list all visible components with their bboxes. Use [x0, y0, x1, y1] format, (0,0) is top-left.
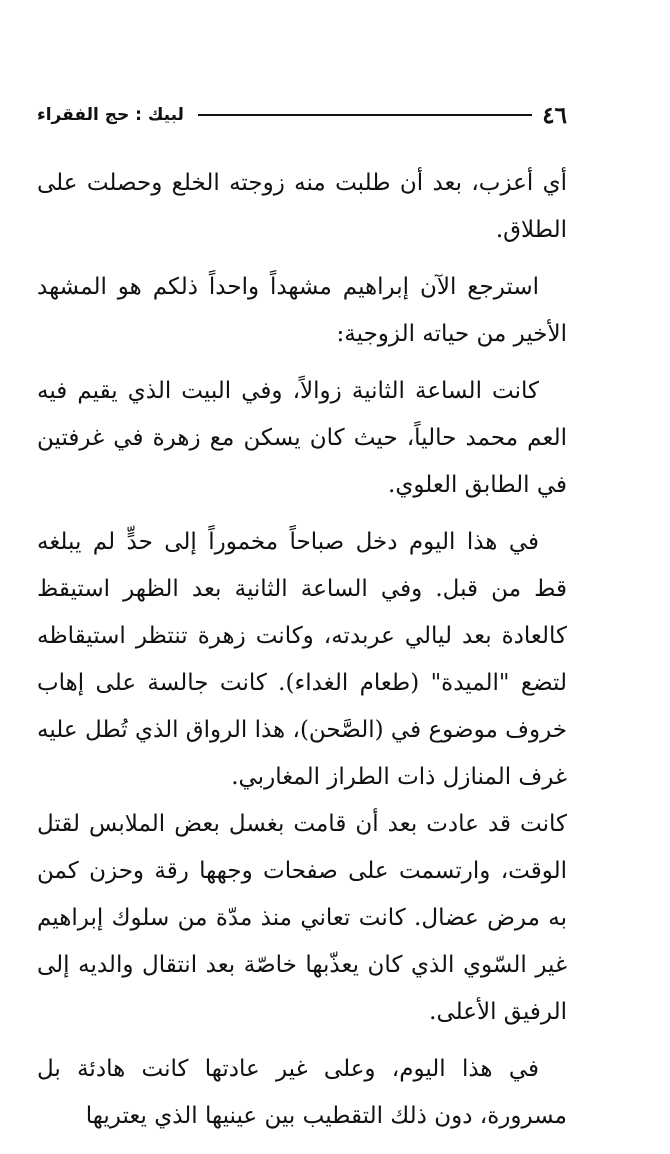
paragraph-5: كانت قد عادت بعد أن قامت بغسل بعض الملابس لقتل الوقت، وارتسمت على صفحات وجهها رقة وحزن كمن به مرض عضال. كانت تعاني منذ مدّة من سلوك إبراهيم غير السّوي الذي كان يعذّبها خاصّة بعد انتقال والديه إلى الرفيق الأعلى.	[37, 811, 567, 1025]
header-rule	[198, 114, 532, 116]
paragraph-1: أي أعزب، بعد أن طلبت منه زوجته الخلع وحصلت على الطلاق.	[37, 170, 567, 243]
running-header	[37, 100, 567, 130]
paragraph-6: في هذا اليوم، وعلى غير عادتها كانت هادئة بل مسرورة، دون ذلك التقطيب بين عينيها الذي يعتريها	[37, 1056, 567, 1129]
body-text	[37, 160, 567, 1150]
paragraph-4: في هذا اليوم دخل صباحاً مخموراً إلى حدٍّ لم يبلغه قط من قبل. وفي الساعة الثانية بعد الظهر استيقظ كالعادة بعد ليالي عربدته، وكانت زهرة تنتظر استيقاظه لتضع "الميدة" (طعام الغداء). كانت جالسة على إهاب خروف موضوع في (الصَّحن)، هذا الرواق الذي تُطل عليه غرف المنازل ذات الطراز المغاربي.	[37, 529, 567, 790]
page-number: ٤٦	[542, 101, 567, 129]
paragraph-3: كانت الساعة الثانية زوالاً، وفي البيت الذي يقيم فيه العم محمد حالياً، حيث كان يسكن مع زهرة في غرفتين في الطابق العلوي.	[37, 378, 567, 498]
paragraph-2: استرجع الآن إبراهيم مشهداً واحداً ذلكم هو المشهد الأخير من حياته الزوجية:	[37, 274, 567, 347]
book-title: لبيك : حج الفقراء	[37, 105, 184, 125]
